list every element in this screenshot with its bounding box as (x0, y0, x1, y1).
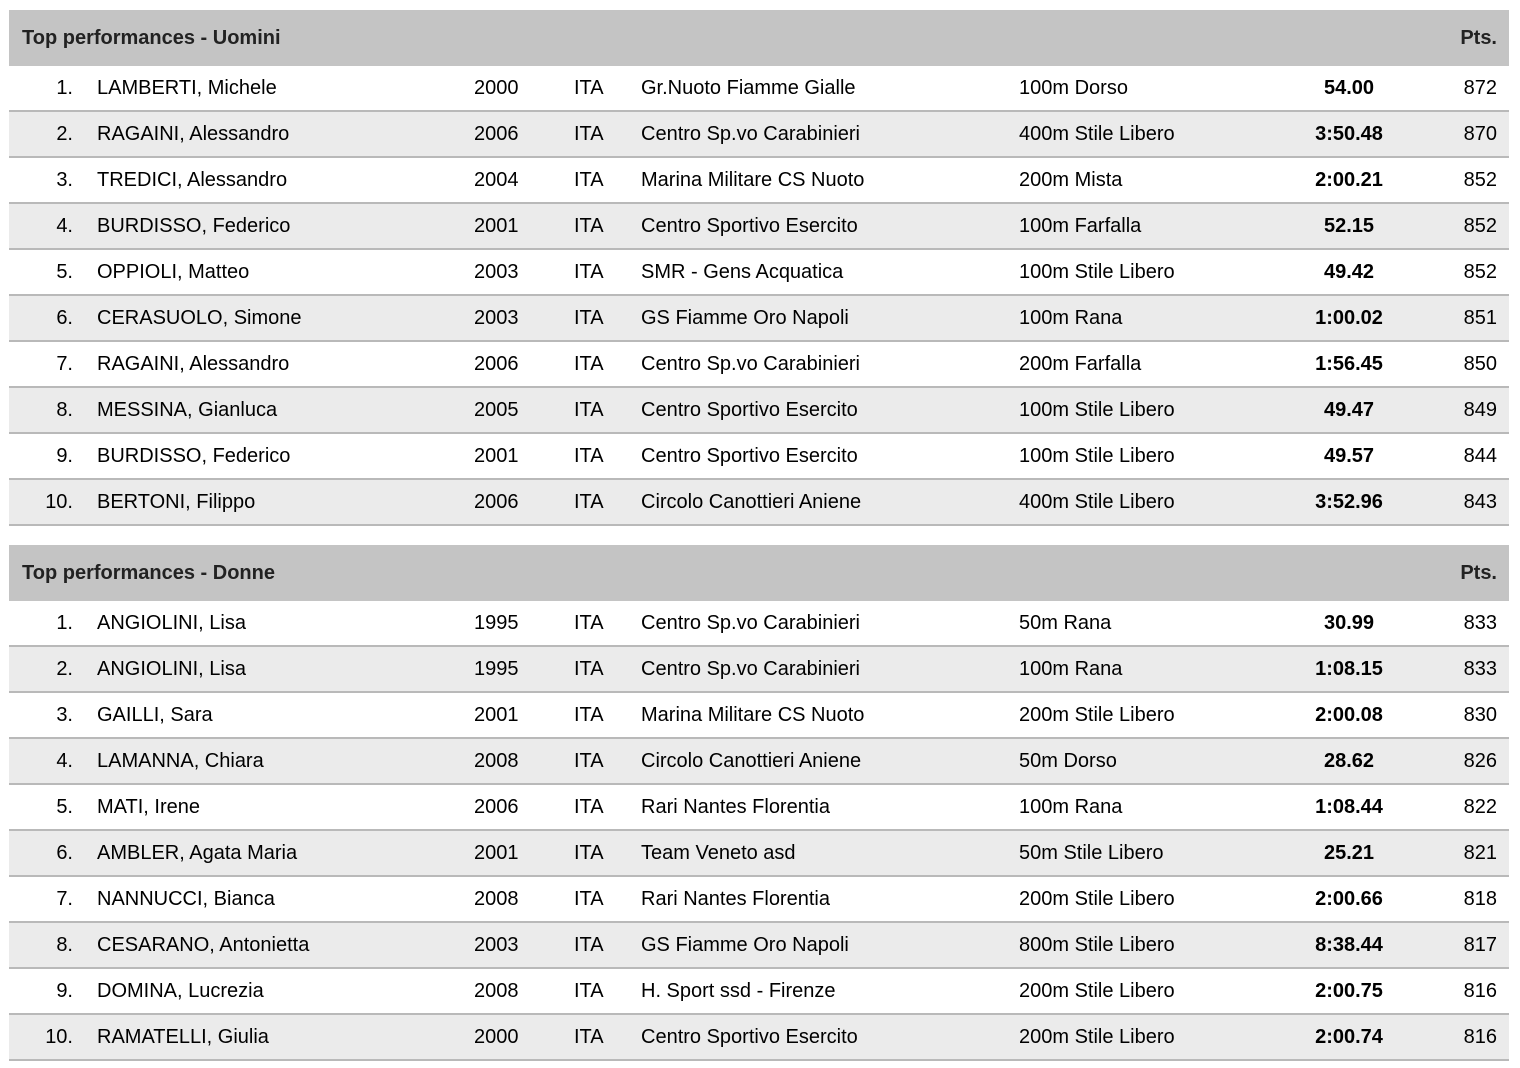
birth-year-cell: 2003 (474, 261, 519, 283)
event-cell: 100m Rana (1019, 307, 1123, 329)
women-results-table (9, 601, 1509, 1061)
time-cell: 2:00.75 (1315, 980, 1383, 1002)
athlete-name-cell: RAGAINI, Alessandro (97, 353, 290, 375)
nation-cell: ITA (574, 169, 604, 191)
time-cell: 49.42 (1323, 261, 1375, 283)
club-cell: Centro Sportivo Esercito (641, 399, 858, 421)
rank-cell: 2. (56, 658, 73, 680)
birth-year-cell: 2001 (474, 215, 519, 237)
time-cell: 30.99 (1323, 612, 1375, 634)
nation-cell: ITA (574, 123, 604, 145)
table-row (9, 342, 1509, 388)
nation-cell: ITA (574, 491, 604, 513)
points-cell: 822 (1463, 796, 1497, 818)
birth-year-cell: 2006 (474, 491, 519, 513)
event-cell: 50m Dorso (1019, 750, 1117, 772)
nation-cell: ITA (574, 77, 604, 99)
time-cell: 25.21 (1323, 842, 1375, 864)
event-cell: 400m Stile Libero (1019, 123, 1175, 145)
women-top-performances-section (9, 545, 1509, 1061)
points-cell: 833 (1463, 612, 1497, 634)
time-cell: 1:08.15 (1315, 658, 1383, 680)
rank-cell: 8. (56, 399, 73, 421)
club-cell: Gr.Nuoto Fiamme Gialle (641, 77, 856, 99)
rank-cell: 3. (56, 704, 73, 726)
event-cell: 400m Stile Libero (1019, 491, 1175, 513)
points-cell: 826 (1463, 750, 1497, 772)
club-cell: Marina Militare CS Nuoto (641, 169, 865, 191)
time-cell: 49.57 (1323, 445, 1375, 467)
birth-year-cell: 2004 (474, 169, 519, 191)
points-cell: 872 (1463, 77, 1497, 99)
club-cell: Marina Militare CS Nuoto (641, 704, 865, 726)
birth-year-cell: 2008 (474, 750, 519, 772)
event-cell: 100m Rana (1019, 796, 1123, 818)
table-row (9, 434, 1509, 480)
rank-cell: 4. (56, 215, 73, 237)
club-cell: Centro Sp.vo Carabinieri (641, 658, 860, 680)
table-row (9, 250, 1509, 296)
athlete-name-cell: BURDISSO, Federico (97, 445, 291, 467)
birth-year-cell: 2006 (474, 353, 519, 375)
athlete-name-cell: LAMBERTI, Michele (97, 77, 277, 99)
rank-cell: 1. (56, 77, 73, 99)
table-row (9, 158, 1509, 204)
time-cell: 54.00 (1323, 77, 1375, 99)
birth-year-cell: 2008 (474, 980, 519, 1002)
nation-cell: ITA (574, 658, 604, 680)
time-cell: 28.62 (1323, 750, 1375, 772)
time-cell: 1:00.02 (1315, 307, 1383, 329)
club-cell: Rari Nantes Florentia (641, 888, 830, 910)
birth-year-cell: 2001 (474, 842, 519, 864)
event-cell: 100m Dorso (1019, 77, 1128, 99)
club-cell: SMR - Gens Acquatica (641, 261, 844, 283)
athlete-name-cell: CESARANO, Antonietta (97, 934, 310, 956)
rank-cell: 10. (45, 1026, 73, 1048)
athlete-name-cell: MESSINA, Gianluca (97, 399, 278, 421)
time-cell: 2:00.21 (1315, 169, 1383, 191)
rank-cell: 1. (56, 612, 73, 634)
birth-year-cell: 2003 (474, 934, 519, 956)
points-cell: 852 (1463, 261, 1497, 283)
points-cell: 816 (1463, 980, 1497, 1002)
event-cell: 200m Stile Libero (1019, 1026, 1175, 1048)
club-cell: Centro Sportivo Esercito (641, 445, 858, 467)
rank-cell: 5. (56, 796, 73, 818)
birth-year-cell: 2001 (474, 704, 519, 726)
nation-cell: ITA (574, 796, 604, 818)
table-row (9, 204, 1509, 250)
points-cell: 849 (1463, 399, 1497, 421)
rank-cell: 10. (45, 491, 73, 513)
athlete-name-cell: MATI, Irene (97, 796, 200, 818)
athlete-name-cell: GAILLI, Sara (97, 704, 213, 726)
club-cell: Centro Sp.vo Carabinieri (641, 612, 860, 634)
points-cell: 816 (1463, 1026, 1497, 1048)
nation-cell: ITA (574, 399, 604, 421)
birth-year-cell: 2006 (474, 123, 519, 145)
table-row (9, 831, 1509, 877)
table-row (9, 923, 1509, 969)
time-cell: 52.15 (1323, 215, 1375, 237)
athlete-name-cell: LAMANNA, Chiara (97, 750, 264, 772)
birth-year-cell: 2006 (474, 796, 519, 818)
rank-cell: 6. (56, 307, 73, 329)
event-cell: 200m Mista (1019, 169, 1123, 191)
points-cell: 817 (1463, 934, 1497, 956)
points-cell: 852 (1463, 169, 1497, 191)
points-cell: 843 (1463, 491, 1497, 513)
event-cell: 100m Stile Libero (1019, 261, 1175, 283)
event-cell: 800m Stile Libero (1019, 934, 1175, 956)
athlete-name-cell: DOMINA, Lucrezia (97, 980, 264, 1002)
points-cell: 821 (1463, 842, 1497, 864)
club-cell: Centro Sportivo Esercito (641, 215, 858, 237)
rank-cell: 9. (56, 445, 73, 467)
event-cell: 100m Stile Libero (1019, 399, 1175, 421)
points-cell: 844 (1463, 445, 1497, 467)
athlete-name-cell: ANGIOLINI, Lisa (97, 612, 246, 634)
time-cell: 1:08.44 (1315, 796, 1383, 818)
table-row (9, 601, 1509, 647)
table-row (9, 647, 1509, 693)
time-cell: 8:38.44 (1315, 934, 1383, 956)
women-section-header (9, 545, 1509, 601)
points-cell: 851 (1463, 307, 1497, 329)
event-cell: 100m Rana (1019, 658, 1123, 680)
event-cell: 100m Stile Libero (1019, 445, 1175, 467)
athlete-name-cell: RAGAINI, Alessandro (97, 123, 290, 145)
nation-cell: ITA (574, 934, 604, 956)
time-cell: 3:50.48 (1315, 123, 1383, 145)
birth-year-cell: 2005 (474, 399, 519, 421)
rank-cell: 3. (56, 169, 73, 191)
athlete-name-cell: RAMATELLI, Giulia (97, 1026, 269, 1048)
club-cell: Circolo Canottieri Aniene (641, 750, 862, 772)
women-section-title: Top performances - Donne (22, 562, 275, 584)
event-cell: 200m Stile Libero (1019, 704, 1175, 726)
time-cell: 2:00.08 (1315, 704, 1383, 726)
men-section-title: Top performances - Uomini (22, 27, 281, 49)
nation-cell: ITA (574, 215, 604, 237)
rank-cell: 5. (56, 261, 73, 283)
table-row (9, 66, 1509, 112)
event-cell: 200m Stile Libero (1019, 888, 1175, 910)
men-top-performances-section (9, 10, 1509, 526)
club-cell: Centro Sportivo Esercito (641, 1026, 858, 1048)
athlete-name-cell: NANNUCCI, Bianca (97, 888, 275, 910)
rank-cell: 4. (56, 750, 73, 772)
athlete-name-cell: BURDISSO, Federico (97, 215, 291, 237)
rank-cell: 7. (56, 888, 73, 910)
rank-cell: 9. (56, 980, 73, 1002)
rank-cell: 7. (56, 353, 73, 375)
birth-year-cell: 2003 (474, 307, 519, 329)
club-cell: Team Veneto asd (641, 842, 796, 864)
nation-cell: ITA (574, 1026, 604, 1048)
birth-year-cell: 2001 (474, 445, 519, 467)
table-row (9, 739, 1509, 785)
nation-cell: ITA (574, 612, 604, 634)
nation-cell: ITA (574, 704, 604, 726)
nation-cell: ITA (574, 261, 604, 283)
nation-cell: ITA (574, 307, 604, 329)
event-cell: 100m Farfalla (1019, 215, 1142, 237)
table-row (9, 969, 1509, 1015)
rank-cell: 2. (56, 123, 73, 145)
club-cell: H. Sport ssd - Firenze (641, 980, 836, 1002)
points-cell: 818 (1463, 888, 1497, 910)
athlete-name-cell: ANGIOLINI, Lisa (97, 658, 246, 680)
event-cell: 200m Farfalla (1019, 353, 1142, 375)
birth-year-cell: 2008 (474, 888, 519, 910)
time-cell: 49.47 (1323, 399, 1375, 421)
nation-cell: ITA (574, 445, 604, 467)
women-points-column-header: Pts. (1460, 562, 1497, 584)
men-results-table (9, 66, 1509, 526)
athlete-name-cell: TREDICI, Alessandro (97, 169, 288, 191)
nation-cell: ITA (574, 750, 604, 772)
club-cell: GS Fiamme Oro Napoli (641, 934, 849, 956)
rank-cell: 6. (56, 842, 73, 864)
table-row (9, 296, 1509, 342)
table-row (9, 785, 1509, 831)
table-row (9, 1015, 1509, 1061)
birth-year-cell: 2000 (474, 77, 519, 99)
table-row (9, 877, 1509, 923)
event-cell: 50m Stile Libero (1019, 842, 1164, 864)
event-cell: 200m Stile Libero (1019, 980, 1175, 1002)
club-cell: GS Fiamme Oro Napoli (641, 307, 849, 329)
club-cell: Centro Sp.vo Carabinieri (641, 123, 860, 145)
birth-year-cell: 1995 (474, 658, 519, 680)
time-cell: 3:52.96 (1315, 491, 1383, 513)
athlete-name-cell: BERTONI, Filippo (97, 491, 256, 513)
athlete-name-cell: CERASUOLO, Simone (97, 307, 302, 329)
table-row (9, 112, 1509, 158)
time-cell: 1:56.45 (1315, 353, 1383, 375)
club-cell: Rari Nantes Florentia (641, 796, 830, 818)
athlete-name-cell: OPPIOLI, Matteo (97, 261, 250, 283)
points-cell: 833 (1463, 658, 1497, 680)
points-cell: 850 (1463, 353, 1497, 375)
table-row (9, 388, 1509, 434)
rank-cell: 8. (56, 934, 73, 956)
athlete-name-cell: AMBLER, Agata Maria (97, 842, 298, 864)
time-cell: 2:00.74 (1315, 1026, 1383, 1048)
nation-cell: ITA (574, 842, 604, 864)
men-points-column-header: Pts. (1460, 27, 1497, 49)
nation-cell: ITA (574, 888, 604, 910)
points-cell: 830 (1463, 704, 1497, 726)
men-section-header (9, 10, 1509, 66)
club-cell: Centro Sp.vo Carabinieri (641, 353, 860, 375)
birth-year-cell: 2000 (474, 1026, 519, 1048)
points-cell: 870 (1463, 123, 1497, 145)
table-row (9, 480, 1509, 526)
nation-cell: ITA (574, 980, 604, 1002)
event-cell: 50m Rana (1019, 612, 1112, 634)
club-cell: Circolo Canottieri Aniene (641, 491, 862, 513)
table-row (9, 693, 1509, 739)
nation-cell: ITA (574, 353, 604, 375)
time-cell: 2:00.66 (1315, 888, 1383, 910)
points-cell: 852 (1463, 215, 1497, 237)
birth-year-cell: 1995 (474, 612, 519, 634)
